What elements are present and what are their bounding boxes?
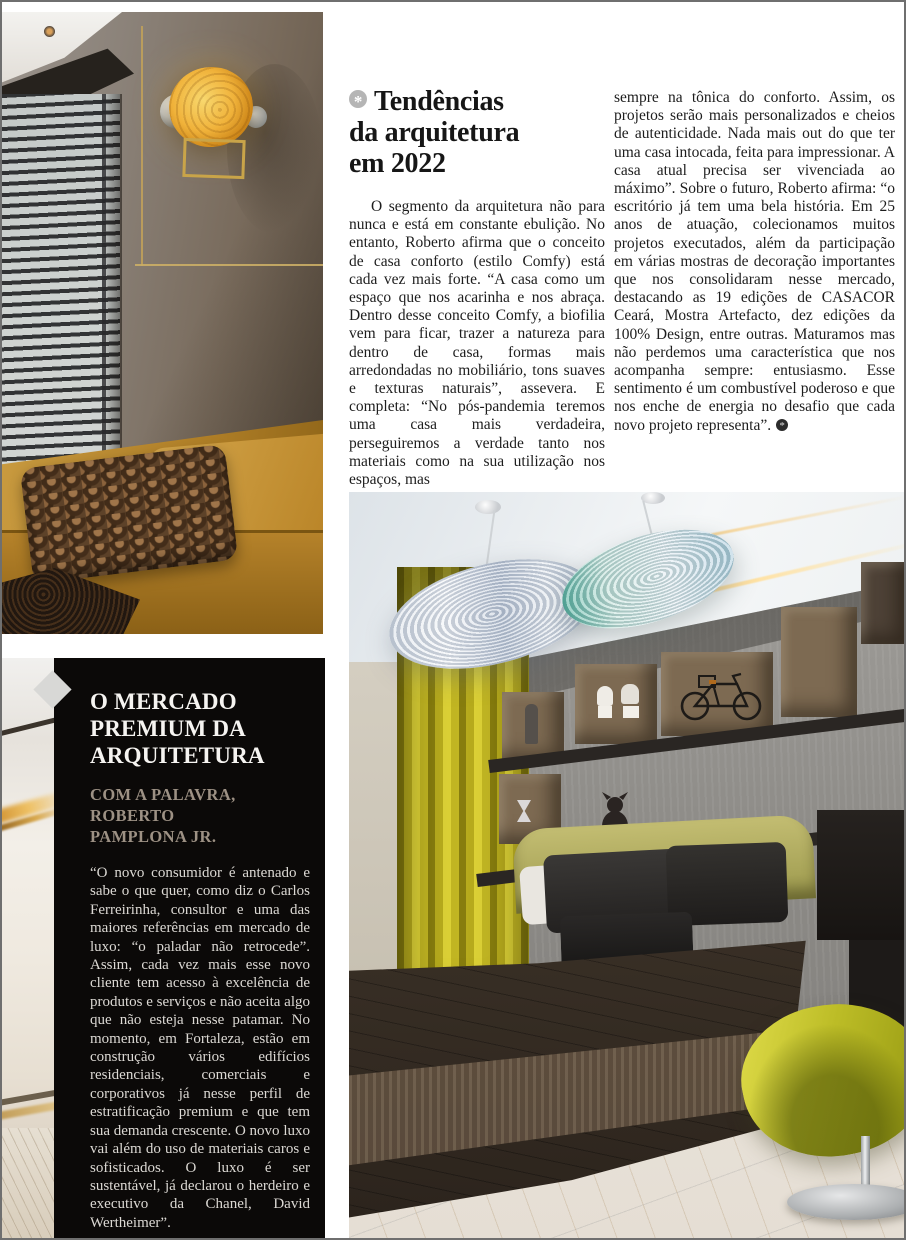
gold-trim-vertical <box>141 26 143 266</box>
sidebar-kicker-line-2: ROBERTO <box>90 806 175 825</box>
title-line-2: da arquitetura <box>349 117 520 148</box>
shelf-niche <box>861 562 906 644</box>
pendant-canopy <box>475 500 501 514</box>
shelf-niche <box>781 607 857 717</box>
statue-figurine <box>525 704 538 744</box>
bicycle-model <box>679 668 765 722</box>
bust-figurine <box>621 684 639 704</box>
bust-pedestal <box>598 706 612 718</box>
marble-floor-shape <box>2 1128 54 1240</box>
shelf-niche <box>575 664 657 744</box>
sidebar-kicker <box>90 784 310 847</box>
title-line-3: em 2022 <box>349 148 446 179</box>
premium-sidebar-box <box>54 658 325 1240</box>
sidebar-heading-line-1: O MERCADO <box>90 689 237 714</box>
interior-strip-photo <box>2 658 54 1240</box>
article-title <box>349 86 611 179</box>
body-column-2 <box>614 89 895 435</box>
bust-pedestal <box>623 706 639 718</box>
body-column-2-text: sempre na tônica do conforto. Assim, os projetos serão mais personalizados e cheios de autenticidade. Nada mais out do que ter uma casa intocada, feita para impressionar. A casa atual precisa ser vivenciada ao máximo”. Sobre o futuro, Roberto afirma: “o escritório já tem uma bela história. Em 25 anos de atuação, colecionamos muitos projetos executados, além da participação em várias mostras de decoração importantes que nos consolidaram nesse mercado, destacando as 19 edições de CASACOR Ceará, Mostra Artefacto, dez edições da 100% Design, entre outras. Maturamos mas não perdemos uma característica que nos acompanha sempre: entusiasmo. Esse sentimento é um combustível poderoso e que nos enche de energia no desafio que cada novo projeto representa”. <box>614 89 895 434</box>
sidebar-quote: “O novo consumidor é antenado e sabe o que quer, como diz o Carlos Ferreirinha, consultor e uma das maiores referências em mercado de luxo: “o paladar não retrocede”. Assim, cada vez mais esse novo cliente tem acesso à excelência de produtos e serviços e não aceita algo que não esteja nesse patamar. No momento, em Fortaleza, estão em construção vários edifícios residenciais, comerciais e corporativos já nesse perfil de estratificação premium e que tem sua demanda crescente. O novo luxo vai além do uso de materiais caros e sofisticados. O luxo é ser sustentável, já declarou o herdeiro e executivo da Chanel, David Wertheimer”. <box>90 865 310 1231</box>
title-line-1: Tendências <box>374 86 504 117</box>
sidebar-heading <box>90 688 310 769</box>
asterisk-circle-icon: * <box>349 90 367 108</box>
body-column-1-text: O segmento da arquitetura não para nunca e está em constante ebulição. No entanto, Roberto afirma que o conceito de casa conforto (estilo Comfy) está cada vez mais forte. “A casa como um espaço que nos acarinha e nos abraça. Dentro desse conceito Comfy, a biofilia vem para ficar, trazer a natureza para dentro de casa, formas mais arredondadas no mobiliário, tons suaves e texturas naturais”, assevera. E completa: “No pós-pandemia teremos uma casa mais verdadeira, perseguiremos a verdade tanto nos materiais como na sua utilização nos espaços, mas <box>349 198 605 489</box>
body-column-1 <box>349 198 605 489</box>
ceiling-edge-line <box>2 716 54 738</box>
lamp-gold-bracket <box>182 138 245 179</box>
living-room-photo <box>2 12 323 634</box>
gold-trim-horizontal <box>135 264 323 266</box>
bedroom-photo <box>349 492 906 1240</box>
sidebar-heading-line-2: PREMIUM DA <box>90 716 246 741</box>
body-column-2-paragraph <box>614 89 895 435</box>
end-of-article-icon: * <box>776 419 788 431</box>
sidebar-kicker-line-3: PAMPLONA JR. <box>90 827 217 846</box>
sidebar-heading-line-3: ARQUITETURA <box>90 743 265 768</box>
bust-figurine <box>597 686 613 706</box>
desk-shape <box>817 810 906 940</box>
sidebar-kicker-line-1: COM A PALAVRA, <box>90 785 236 804</box>
